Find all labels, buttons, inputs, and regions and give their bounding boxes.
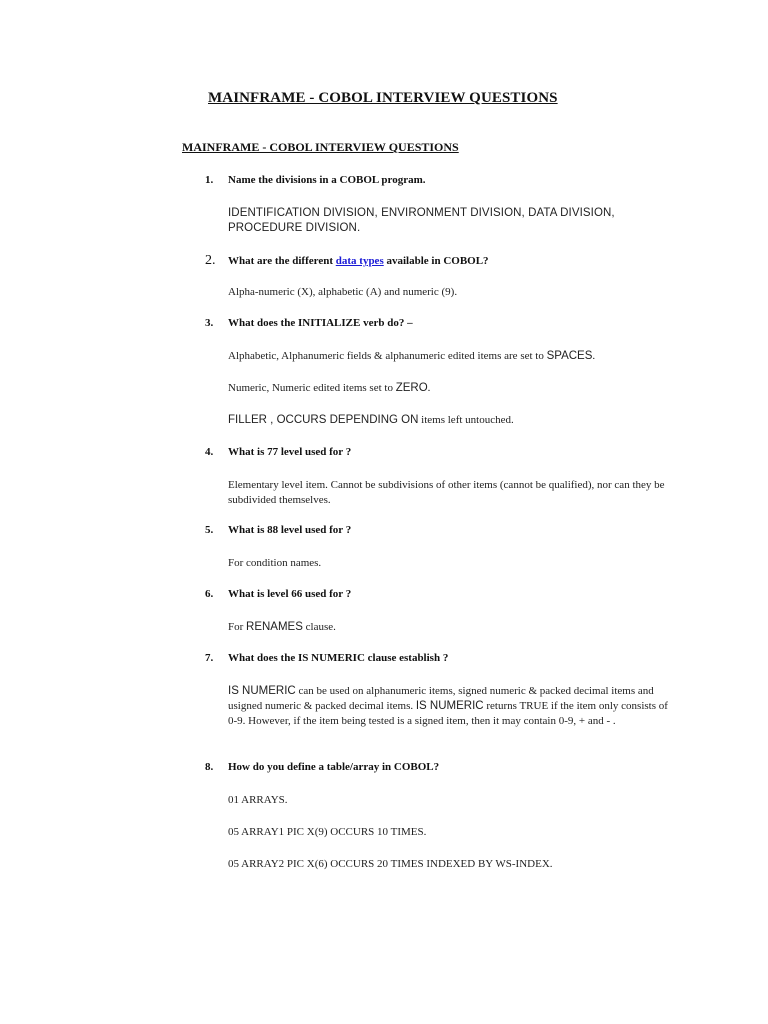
question-number: 3. — [205, 317, 214, 329]
question-text: What is level 66 used for ? — [228, 588, 352, 600]
question-5 — [205, 524, 351, 536]
answer-3-line-2 — [228, 381, 668, 396]
question-text: What does the IS NUMERIC clause establish ? — [228, 652, 449, 664]
answer-keyword: IS NUMERIC — [228, 685, 296, 697]
answer-2: Alpha-numeric (X), alphabetic (A) and numeric (9). — [228, 286, 458, 298]
question-number: 4. — [205, 446, 214, 458]
answer-keyword: SPACES — [546, 350, 593, 362]
question-text: Name the divisions in a COBOL program. — [228, 174, 426, 186]
question-6 — [205, 588, 351, 600]
answer-text: can be used on alphanumeric items, signed numeric & packed decimal items and usigned numeric & packed decimal items. — [228, 685, 654, 712]
answer-5: For condition names. — [228, 557, 322, 569]
answer-text: Numeric, Numeric edited items set to — [228, 382, 396, 394]
question-3 — [205, 317, 413, 329]
answer-6 — [228, 620, 668, 635]
question-text: How do you define a table/array in COBOL? — [228, 761, 440, 773]
question-text: What does the INITIALIZE verb do? – — [228, 317, 413, 329]
answer-text: Alphabetic, Alphanumeric fields & alphanumeric edited items are set to — [228, 350, 547, 362]
question-8 — [205, 761, 439, 773]
question-4 — [205, 446, 351, 458]
question-number: 8. — [205, 761, 214, 773]
answer-keyword: RENAMES — [246, 621, 303, 633]
answer-keyword: IS NUMERIC — [415, 700, 484, 712]
question-text: What is 88 level used for ? — [228, 524, 352, 536]
answer-keyword: ZERO — [395, 382, 428, 394]
document-title: MAINFRAME - COBOL INTERVIEW QUESTIONS — [208, 90, 558, 106]
answer-text: For — [228, 621, 247, 633]
question-number: 7. — [205, 652, 214, 664]
document-subtitle: MAINFRAME - COBOL INTERVIEW QUESTIONS — [182, 140, 459, 154]
answer-1: IDENTIFICATION DIVISION, ENVIRONMENT DIVISION, DATA DIVISION, PROCEDURE DIVISION. — [228, 207, 615, 234]
answer-8-line-2: 05 ARRAY1 PIC X(9) OCCURS 10 TIMES. — [228, 826, 427, 838]
question-2 — [205, 253, 489, 269]
answer-8-line-1: 01 ARRAYS. — [228, 794, 288, 806]
question-number: 1. — [205, 174, 214, 186]
data-types-link[interactable]: data types — [335, 255, 384, 267]
answer-text: items left untouched. — [418, 414, 514, 426]
question-7 — [205, 652, 448, 664]
question-text-end: available in COBOL? — [383, 255, 489, 267]
answer-3-line-1 — [228, 349, 668, 364]
answer-text: . — [427, 382, 431, 394]
answer-text: . — [592, 350, 596, 362]
question-text-start: What are the different — [228, 255, 336, 267]
answer-7 — [228, 684, 668, 729]
question-1 — [205, 174, 426, 186]
question-number: 5. — [205, 524, 214, 536]
answer-keyword: FILLER , OCCURS DEPENDING ON — [228, 414, 419, 426]
answer-8-line-3: 05 ARRAY2 PIC X(6) OCCURS 20 TIMES INDEXED BY WS-INDEX. — [228, 858, 553, 870]
question-text: What is 77 level used for ? — [228, 446, 352, 458]
answer-4: Elementary level item. Cannot be subdivisions of other items (cannot be qualified), nor can they be subdivided themselves. — [228, 479, 665, 506]
answer-3-line-3 — [228, 413, 668, 428]
answer-text: clause. — [302, 621, 336, 633]
question-number: 6. — [205, 588, 214, 600]
question-number: 2. — [205, 253, 216, 268]
answer-text: returns TRUE if the item only consists of 0-9. However, if the item being tested is a signed item, then it may contain 0-9, + and - . — [228, 700, 668, 727]
